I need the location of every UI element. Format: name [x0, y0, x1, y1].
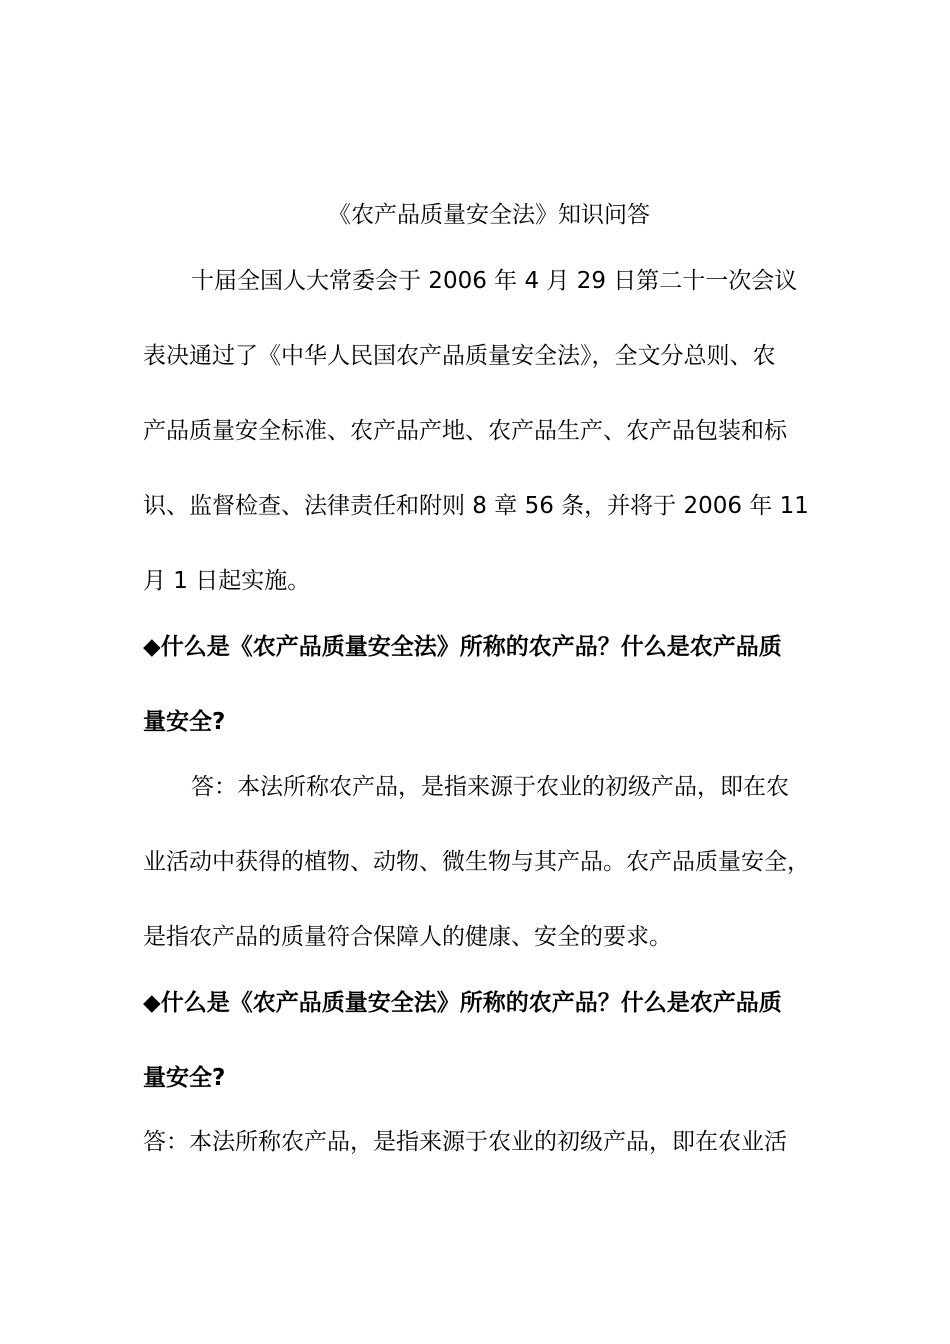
- question-2-line-2: 量安全?: [143, 1065, 226, 1091]
- intro-line-5: 月 1 日起实施。: [143, 568, 311, 594]
- question-1-line-2: 量安全?: [143, 709, 226, 735]
- intro-line-4: 识、监督检查、法律责任和附则 8 章 56 条，并将于 2006 年 11: [143, 493, 809, 519]
- answer-2-line-1: 答：本法所称农产品，是指来源于农业的初级产品，即在农业活: [143, 1129, 787, 1155]
- question-1-line-1: ◆什么是《农产品质量安全法》所称的农产品？什么是农产品质: [143, 634, 782, 660]
- intro-line-1: 十届全国人大常委会于 2006 年 4 月 29 日第二十一次会议: [191, 268, 798, 294]
- question-2-line-1: ◆什么是《农产品质量安全法》所称的农产品？什么是农产品质: [143, 990, 782, 1016]
- intro-line-2: 表决通过了《中华人民国农产品质量安全法》，全文分总则、农: [143, 343, 776, 369]
- answer-1-line-1: 答：本法所称农产品，是指来源于农业的初级产品，即在农: [191, 774, 789, 800]
- intro-line-3: 产品质量安全标准、农产品产地、农产品生产、农产品包装和标: [143, 418, 787, 444]
- answer-1-line-3: 是指农产品的质量符合保障人的健康、安全的要求。: [143, 924, 672, 950]
- answer-1-line-2: 业活动中获得的植物、动物、微生物与其产品。农产品质量安全，: [143, 849, 810, 875]
- document-title: 《农产品质量安全法》知识问答: [328, 202, 650, 228]
